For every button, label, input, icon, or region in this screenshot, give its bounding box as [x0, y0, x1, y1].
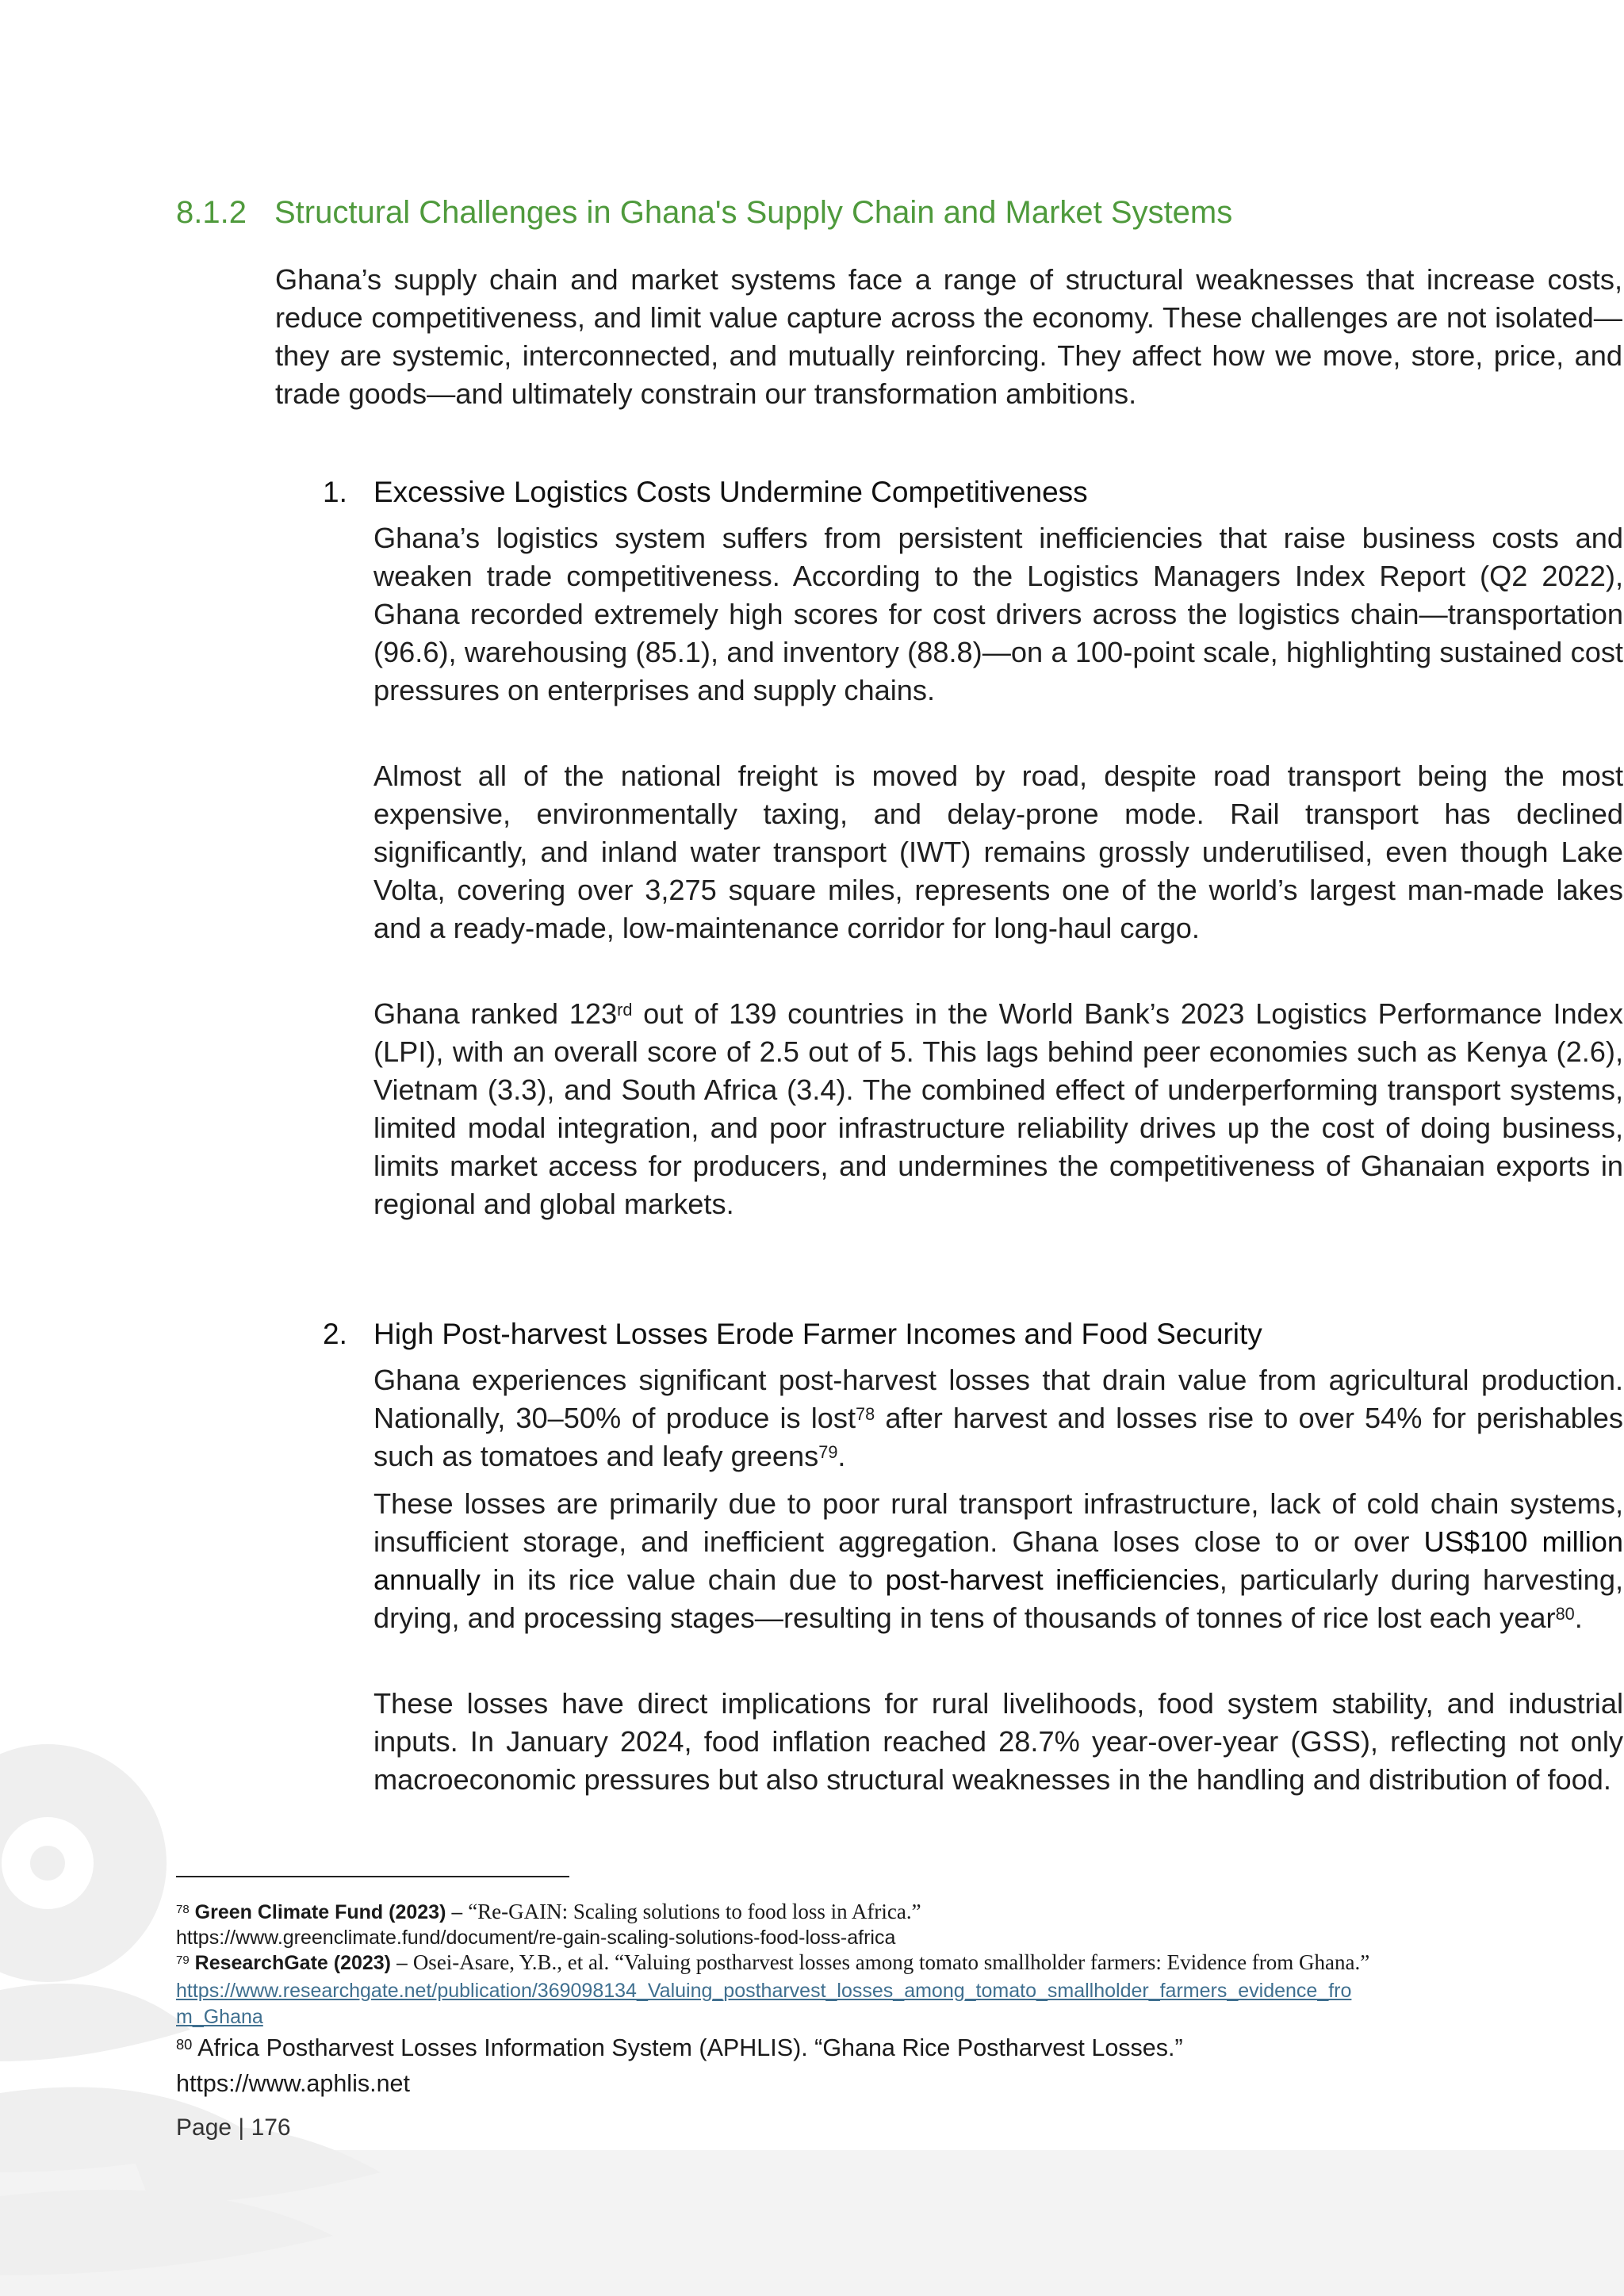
post-harvest-paragraph: [373, 1361, 1623, 1475]
footnote-79-link[interactable]: [176, 1978, 1446, 2004]
footnote-80-url: https://www.aphlis.net: [176, 2070, 410, 2097]
text-span: out of 139 countries in the World Bank’s 2023 Logistics Performance Index (LPI), with an overall score of 2.5 out of 5. This lags behind peer economies such as Kenya (2.6), Vietnam (3.3), and South Africa (3.4). The combined effect of underperforming transport systems, limited modal integration, and poor infrastructure reliability drives up the cost of doing business, limits market access for producers, and undermines the competitiveness of Ghanaian exports in regional and global markets.: [373, 997, 1623, 1220]
footnote-ref-79[interactable]: 79: [818, 1442, 838, 1463]
footnote-ref-78[interactable]: 78: [856, 1404, 875, 1425]
page-number: [176, 2112, 291, 2144]
footnote-text: Africa Postharvest Losses Information System (APHLIS). “Ghana Rice Postharvest Losses.”: [192, 2034, 1183, 2061]
footnote-title: “Re-GAIN: Scaling solutions to food loss in Africa.”: [468, 1900, 921, 1923]
footnote-number: 80: [176, 2035, 193, 2053]
text-span: .: [837, 1440, 846, 1472]
footnote-79: [176, 1950, 1446, 1976]
section-number: 8.1.2: [176, 195, 247, 230]
footnote-title: Osei-Asare, Y.B., et al. “Valuing postharvest losses among tomato smallholder farmers: Evidence from Ghana.”: [412, 1950, 1370, 1974]
food-inflation-paragraph: These losses have direct implications for rural livelihoods, food system stability, and industrial inputs. In January 2024, food inflation reached 28.7% year-over-year (GSS), reflecting not only macroeconomic pressures but also structural weaknesses in the handling and distribution of food.: [373, 1687, 1623, 1796]
text-span: These losses are primarily due to poor rural transport infrastructure, lack of cold chain systems, insufficient storage, and inefficient aggregation. Ghana loses close to or over: [373, 1487, 1623, 1558]
footnote-source: ResearchGate (2023): [194, 1952, 392, 1974]
text-span: in its rice value chain due to: [480, 1563, 886, 1596]
text-span: after harvest and losses rise to over 54% for perishables such as tomatoes and leafy greens: [373, 1402, 1623, 1472]
text-span: .: [1574, 1601, 1583, 1634]
section-heading: [176, 190, 1446, 235]
lpi-ranking-paragraph: [373, 995, 1623, 1223]
emphasis-text: US$100 million annually: [373, 1525, 1623, 1596]
footnote-79-link-cont[interactable]: [176, 2004, 1446, 2030]
text-span: , particularly during harvesting, drying, and processing stages—resulting in tens of thousands of tonnes of rice lost each year: [373, 1563, 1623, 1634]
footnote-80: [176, 2032, 1446, 2064]
rice-losses-paragraph: [373, 1485, 1623, 1637]
section-title: Structural Challenges in Ghana's Supply Chain and Market Systems: [274, 195, 1233, 230]
list-item-title: High Post-harvest Losses Erode Farmer Incomes and Food Security: [373, 1318, 1262, 1350]
footnote-number: 78: [176, 1903, 190, 1917]
footnote-link[interactable]: m_Ghana: [176, 2006, 263, 2028]
footnote-source: Green Climate Fund (2023): [194, 1901, 446, 1923]
footnote-ref-80[interactable]: 80: [1555, 1604, 1575, 1624]
page-separator: |: [238, 2114, 245, 2141]
page-label: Page: [176, 2114, 232, 2141]
text-span: Ghana ranked 123: [373, 997, 618, 1030]
footnote-divider: [176, 1876, 569, 1877]
list-item-number: 1.: [323, 476, 347, 508]
ordinal-superscript: rd: [617, 1000, 633, 1020]
page-number-value: 176: [251, 2114, 291, 2141]
list-item-title: Excessive Logistics Costs Undermine Competitiveness: [373, 476, 1088, 508]
freight-mode-paragraph: Almost all of the national freight is moved by road, despite road transport being the most expensive, environmentally taxing, and delay-prone mode. Rail transport has declined significantly, and inland water transport (IWT) remains grossly underutilised, even though Lake Volta, covering over 3,275 square miles, represents one of the world’s largest man-made lakes and a ready-made, low-maintenance corridor for long-haul cargo.: [373, 760, 1623, 944]
footnote-78: [176, 1899, 1446, 1926]
list-item-number: 2.: [323, 1318, 347, 1350]
text-span: –: [446, 1901, 469, 1923]
footnote-78-url: https://www.greenclimate.fund/document/re-gain-scaling-solutions-food-loss-africa: [176, 1927, 896, 1949]
emphasis-text: post-harvest inefficiencies: [885, 1563, 1220, 1596]
footnote-link[interactable]: https://www.researchgate.net/publication/369098134_Valuing_postharvest_losses_among_tomato_smallholder_farmers_evidence_fro: [176, 1980, 1352, 2002]
intro-paragraph: Ghana’s supply chain and market systems face a range of structural weaknesses that increase costs, reduce competitiveness, and limit value capture across the economy. These challenges are not isolated—they are systemic, interconnected, and mutually reinforcing. They affect how we move, store, price, and trade goods—and ultimately constrain our transformation ambitions.: [275, 263, 1622, 410]
footnote-number: 79: [176, 1954, 190, 1968]
logistics-costs-paragraph: Ghana’s logistics system suffers from persistent inefficiencies that raise business costs and weaken trade competitiveness. According to the Logistics Managers Index Report (Q2 2022), Ghana recorded extremely high scores for cost drivers across the logistics chain—transportation (96.6), warehousing (85.1), and inventory (88.8)—on a 100-point scale, highlighting sustained cost pressures on enterprises and supply chains.: [373, 522, 1623, 706]
text-span: Ghana experiences significant post-harvest losses that drain value from agricultural production. Nationally, 30–50% of produce is lost: [373, 1364, 1623, 1434]
text-span: –: [391, 1952, 413, 1974]
